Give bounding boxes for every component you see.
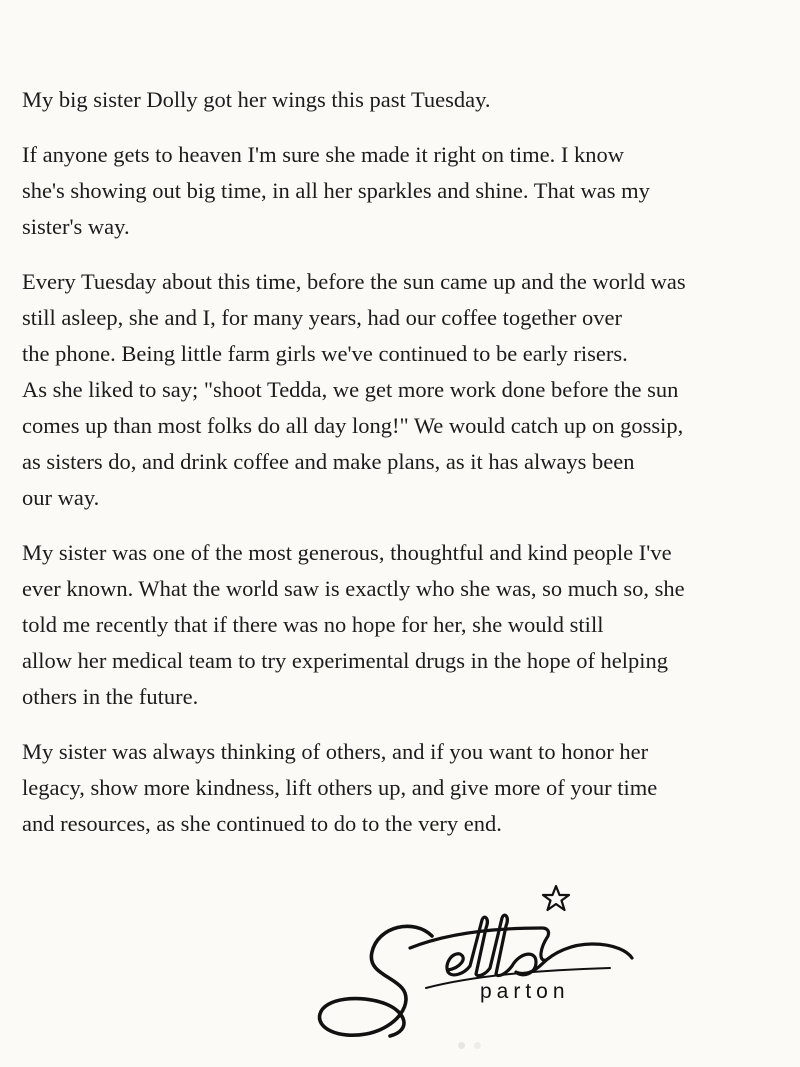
carousel-dot[interactable] [474, 1042, 481, 1049]
letter-paragraph: My sister was one of the most generous, thoughtful and kind people I've ever known. What the world saw is exactly who she was, so much so, she told me recently that if there was no hope for her, she would still allow her medical team to try experimental drugs in the hope of helping others in the future. [22, 540, 685, 709]
letter-body [22, 82, 792, 861]
letter-paragraph: Every Tuesday about this time, before the sun came up and the world was still asleep, she and I, for many years, had our coffee together over the phone. Being little farm girls we've continued to be early risers. As she liked to say; "shoot Tedda, we get more work done before the sun comes up than most folks do all day long!" We would catch up on gossip, as sisters do, and drink coffee and make plans, as it has always been our way. [22, 269, 686, 510]
letter-paragraph: If anyone gets to heaven I'm sure she made it right on time. I know she's showing out big time, in all her sparkles and shine. That was my sister's way. [22, 142, 650, 239]
letter-paragraph: My big sister Dolly got her wings this past Tuesday. [22, 87, 491, 112]
signature-graphic [310, 878, 640, 1053]
star-icon [543, 886, 569, 910]
carousel-indicator[interactable] [454, 1042, 494, 1050]
script-s-stroke [320, 926, 432, 1036]
letter-paragraph: My sister was always thinking of others, and if you want to honor her legacy, show more kindness, lift others up, and give more of your time and resources, as she continued to do to the very end. [22, 739, 658, 836]
signature-surname: parton [480, 980, 570, 1003]
script-ella-stroke [447, 915, 632, 975]
carousel-dot-active[interactable] [458, 1042, 465, 1049]
signature-logo [310, 878, 640, 1053]
